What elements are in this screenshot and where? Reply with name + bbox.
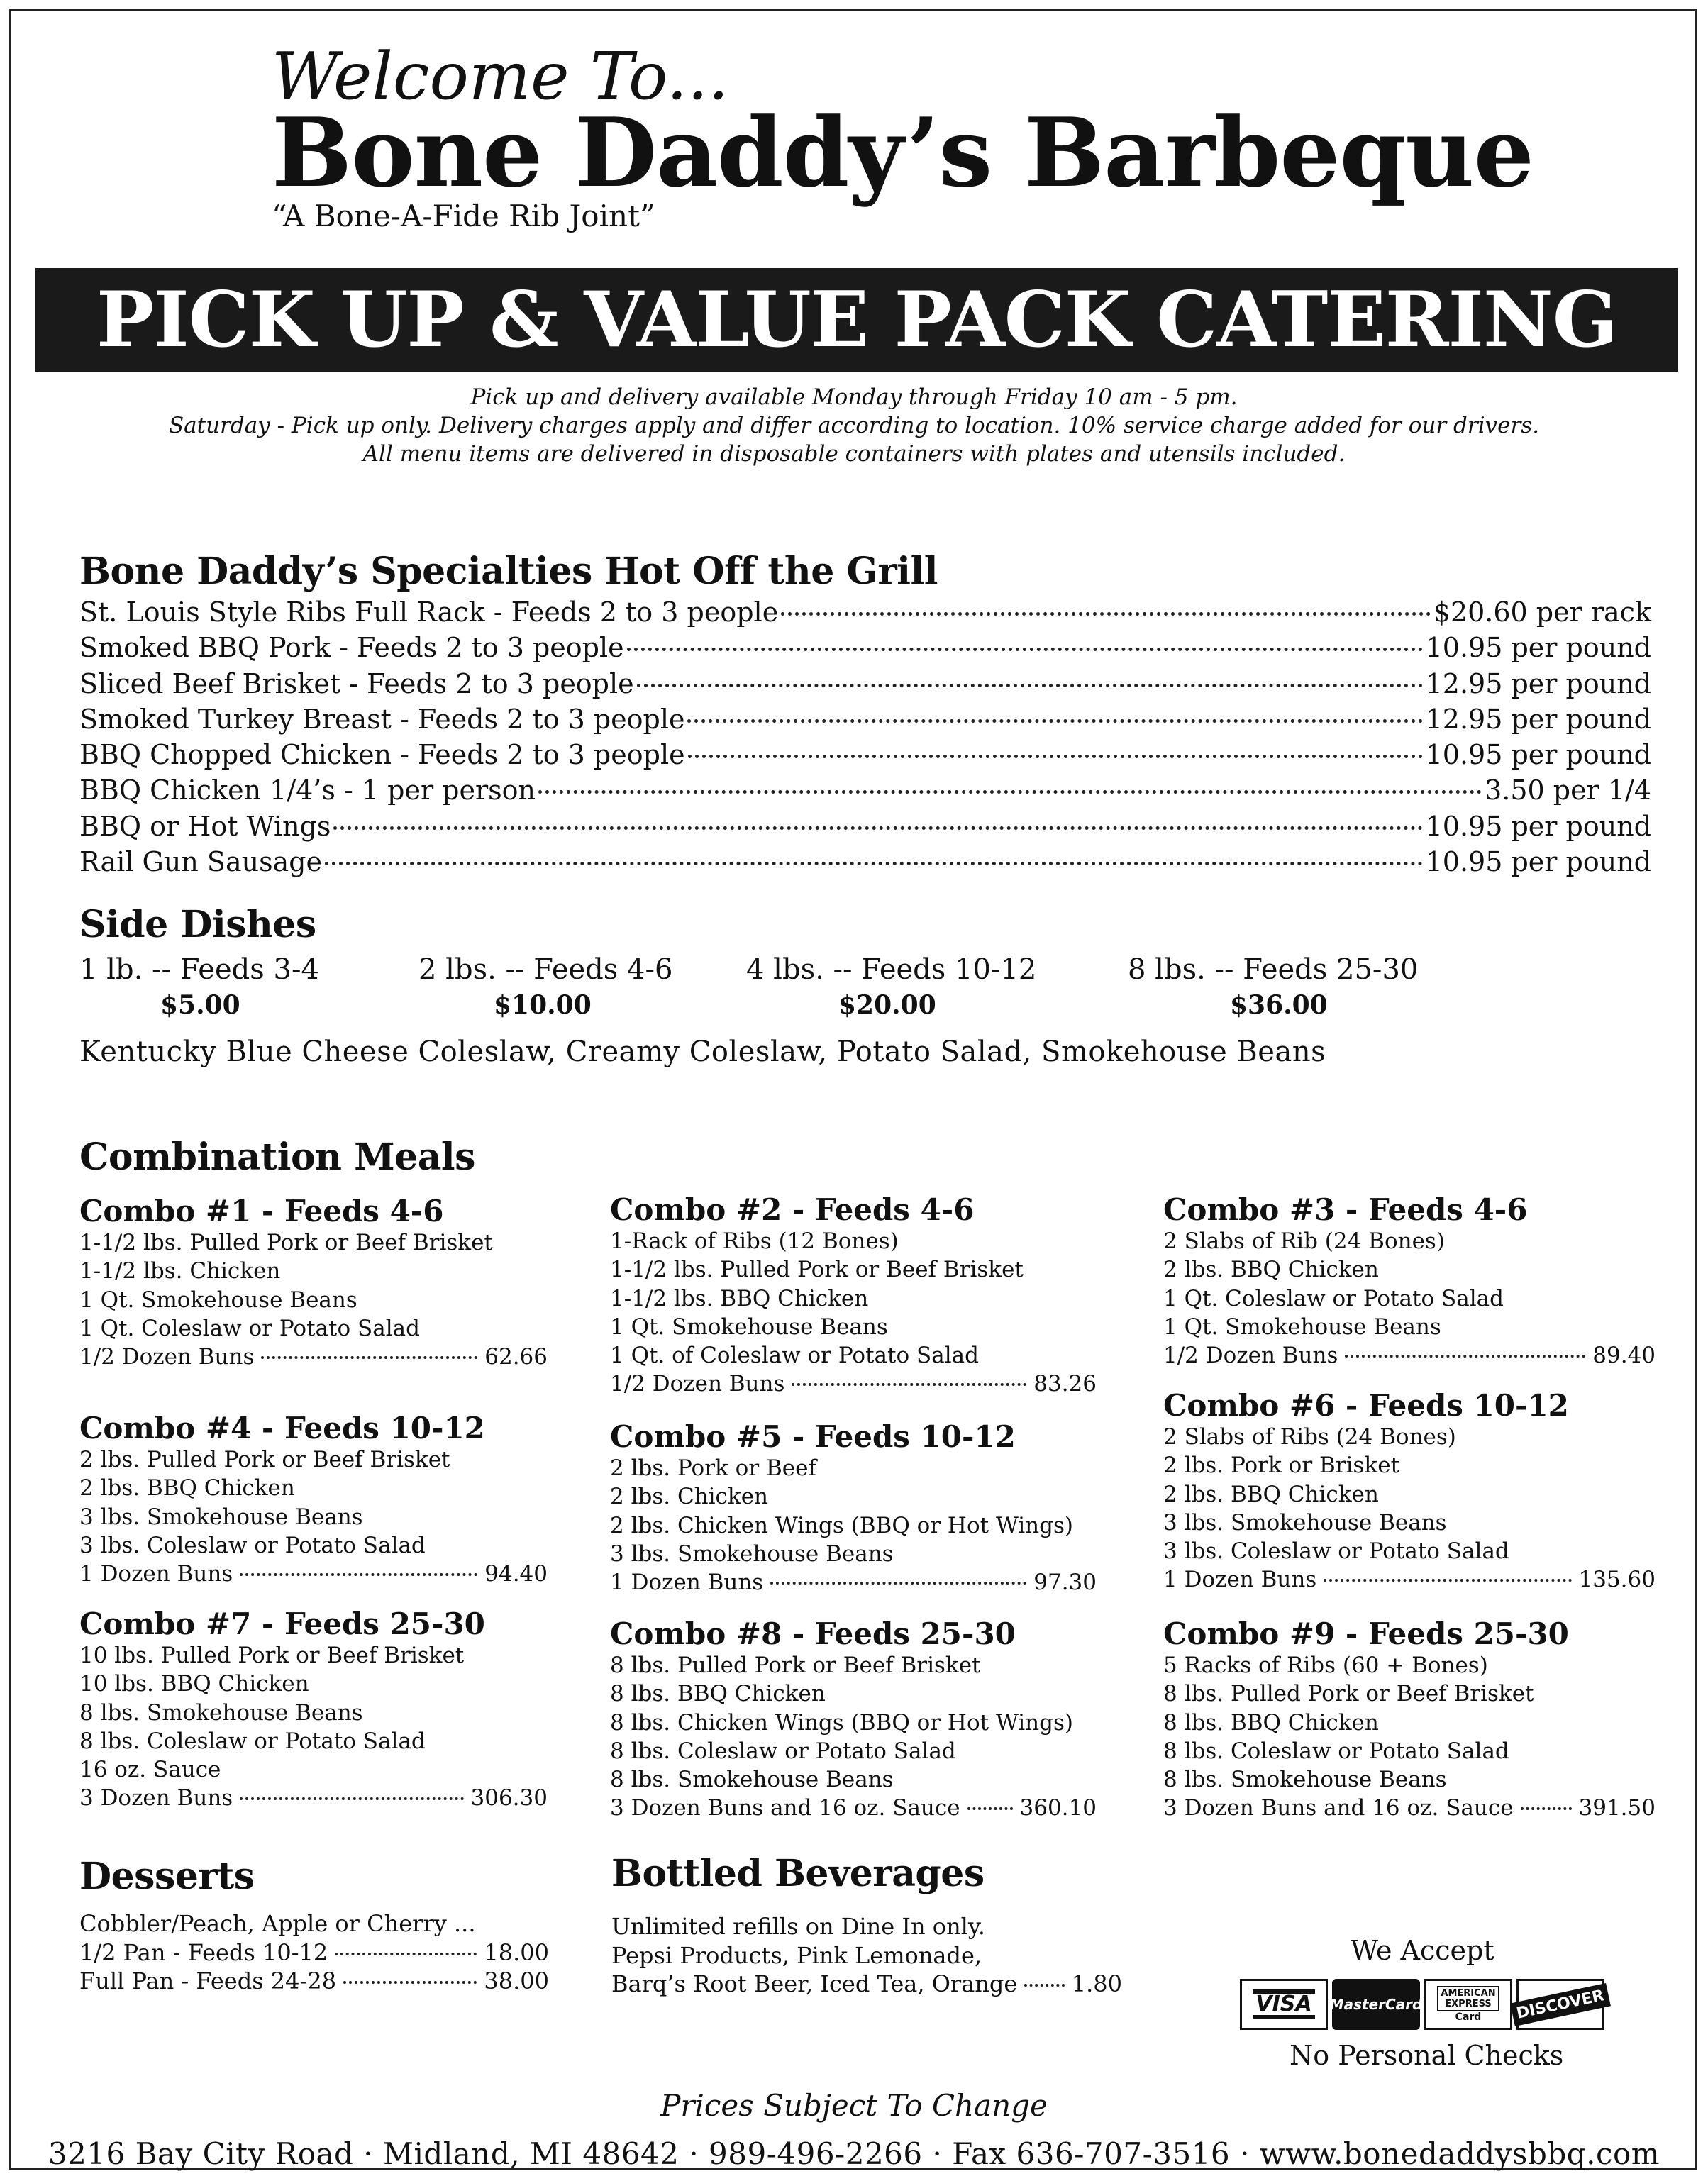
side-size-price: $5.00 — [160, 990, 240, 1020]
tagline: “A Bone-A-Fide Rib Joint” — [272, 199, 655, 233]
dot-leader — [792, 1383, 1026, 1386]
menu-item — [79, 630, 1651, 665]
combo-line: 2 lbs. BBQ Chicken — [1163, 1481, 1379, 1507]
menu-item — [79, 772, 1651, 808]
combo-line: 8 lbs. Pulled Pork or Beef Brisket — [610, 1653, 981, 1678]
combo-price: 391.50 — [1578, 1795, 1656, 1821]
amex-card-icon: AMERICAN EXPRESS Card — [1424, 1979, 1512, 2030]
payment-note: No Personal Checks — [1290, 2040, 1564, 2071]
combo-line: 2 lbs. BBQ Chicken — [1163, 1257, 1379, 1283]
combo-title: Combo #2 - Feeds 4-6 — [610, 1192, 975, 1227]
item-name: Smoked BBQ Pork - Feeds 2 to 3 people — [79, 632, 624, 664]
combo-line: 8 lbs. Pulled Pork or Beef Brisket — [1163, 1681, 1534, 1707]
dot-leader — [240, 1573, 477, 1576]
menu-item — [79, 594, 1651, 630]
item-price: 10.95 per pound — [1425, 632, 1651, 664]
combo-line: 16 oz. Sauce — [79, 1757, 221, 1783]
combo-price-row — [610, 1568, 1097, 1597]
combo-line: 2 lbs. Chicken — [610, 1484, 769, 1510]
dot-leader — [770, 1582, 1026, 1585]
combo-line: 3 lbs. Coleslaw or Potato Salad — [1163, 1538, 1509, 1565]
side-size-label: 8 lbs. -- Feeds 25-30 — [1128, 953, 1419, 986]
dot-leader — [1345, 1355, 1585, 1358]
combo-line: 1 Dozen Buns — [1163, 1567, 1317, 1593]
dot-leader — [781, 612, 1431, 616]
visa-card-icon: VISA — [1240, 1979, 1328, 2030]
menu-item — [79, 844, 1651, 879]
combo-price-row — [79, 1560, 548, 1588]
sides-heading: Side Dishes — [79, 903, 316, 946]
dessert-price: 38.00 — [484, 1968, 549, 1994]
dessert-item — [79, 1938, 549, 1968]
dot-leader — [637, 684, 1423, 687]
side-size-price: $10.00 — [494, 990, 592, 1020]
combo-line: 1-Rack of Ribs (12 Bones) — [610, 1228, 899, 1254]
restaurant-name: Bone Daddy’s Barbeque — [272, 96, 1534, 209]
combo-5 — [610, 1420, 1097, 1597]
item-name: BBQ or Hot Wings — [79, 810, 331, 842]
combo-price: 360.10 — [1019, 1795, 1097, 1821]
combo-price-row — [79, 1784, 548, 1812]
item-name: Sliced Beef Brisket - Feeds 2 to 3 people — [79, 667, 634, 699]
combo-line: 10 lbs. Pulled Pork or Beef Brisket — [79, 1643, 465, 1668]
dessert-intro: Cobbler/Peach, Apple or Cherry ... — [79, 1910, 476, 1937]
combo-price-row — [79, 1343, 548, 1371]
combo-line: 8 lbs. BBQ Chicken — [610, 1681, 826, 1707]
item-price: $20.60 per rack — [1433, 596, 1651, 628]
combo-line: 1/2 Dozen Buns — [610, 1371, 785, 1397]
combo-4 — [79, 1411, 548, 1588]
combo-line: 1-1/2 lbs. Chicken — [79, 1258, 281, 1284]
beverages-heading: Bottled Beverages — [611, 1852, 985, 1895]
combo-price: 97.30 — [1033, 1570, 1097, 1596]
item-price: 10.95 per pound — [1425, 810, 1651, 842]
beverage-price-row — [611, 1970, 1122, 1999]
combo-line: 8 lbs. Coleslaw or Potato Salad — [610, 1738, 956, 1764]
catering-banner: PICK UP & VALUE PACK CATERING — [35, 268, 1678, 372]
item-price: 12.95 per pound — [1425, 667, 1651, 699]
dot-leader — [1024, 1984, 1064, 1987]
combo-title: Combo #1 - Feeds 4-6 — [79, 1194, 444, 1228]
combo-9 — [1163, 1617, 1656, 1822]
dot-leader — [335, 1953, 477, 1955]
combo-line: 3 Dozen Buns and 16 oz. Sauce — [1163, 1795, 1514, 1821]
dessert-price: 18.00 — [484, 1938, 549, 1966]
beverage-line: Barq’s Root Beer, Iced Tea, Orange — [611, 1970, 1018, 1997]
combo-title: Combo #4 - Feeds 10-12 — [79, 1411, 485, 1445]
combo-title: Combo #6 - Feeds 10-12 — [1163, 1388, 1569, 1423]
combo-line: 1 Qt. Smokehouse Beans — [1163, 1314, 1441, 1340]
dot-leader — [325, 862, 1423, 865]
combo-line: 1 Dozen Buns — [610, 1570, 764, 1596]
combo-title: Combo #9 - Feeds 25-30 — [1163, 1616, 1569, 1651]
combo-line: 3 lbs. Smokehouse Beans — [79, 1504, 363, 1530]
combo-line: 2 lbs. Pork or Brisket — [1163, 1453, 1400, 1479]
item-name: BBQ Chicken 1/4’s - 1 per person — [79, 775, 536, 806]
combo-title: Combo #7 - Feeds 25-30 — [79, 1606, 485, 1641]
combo-price-row — [1163, 1794, 1656, 1822]
combo-price-row — [610, 1794, 1097, 1822]
combo-line: 1 Qt. Smokehouse Beans — [610, 1314, 888, 1340]
combo-line: 2 lbs. BBQ Chicken — [79, 1475, 295, 1502]
combo-line: 1 Dozen Buns — [79, 1561, 233, 1587]
desserts-heading: Desserts — [79, 1855, 255, 1898]
combos-heading: Combination Meals — [79, 1136, 475, 1179]
dot-leader — [1521, 1807, 1572, 1810]
welcome-text: Welcome To... — [272, 38, 729, 114]
dot-leader — [261, 1356, 477, 1359]
combo-3 — [1163, 1193, 1656, 1370]
combo-line: 1 Qt. Coleslaw or Potato Salad — [1163, 1285, 1504, 1311]
combo-1 — [79, 1194, 548, 1371]
discover-card-icon: DISCOVER — [1516, 1979, 1604, 2030]
side-size-price: $20.00 — [838, 990, 936, 1020]
combo-line: 8 lbs. BBQ Chicken — [1163, 1709, 1379, 1736]
combo-line: 2 Slabs of Ribs (24 Bones) — [1163, 1424, 1456, 1450]
item-name: Smoked Turkey Breast - Feeds 2 to 3 people — [79, 703, 685, 735]
combo-line: 1 Qt. Coleslaw or Potato Salad — [79, 1315, 420, 1341]
combo-line: 1 Qt. Smokehouse Beans — [79, 1287, 357, 1313]
combo-line: 3 Dozen Buns and 16 oz. Sauce — [610, 1795, 960, 1821]
menu-item — [79, 809, 1651, 844]
combo-line: 3 lbs. Smokehouse Beans — [1163, 1509, 1447, 1536]
dot-leader — [1324, 1579, 1571, 1582]
side-size-label: 4 lbs. -- Feeds 10-12 — [746, 953, 1037, 986]
beverage-price: 1.80 — [1071, 1970, 1122, 1997]
combo-line: 8 lbs. Smokehouse Beans — [1163, 1767, 1447, 1793]
service-note: Pick up and delivery available Monday through Friday 10 am - 5 pm. — [470, 384, 1238, 410]
combo-price-row — [1163, 1565, 1656, 1594]
item-name: BBQ Chopped Chicken - Feeds 2 to 3 people — [79, 739, 685, 771]
menu-item — [79, 701, 1651, 737]
dot-leader — [687, 719, 1422, 723]
combo-line: 1-1/2 lbs. Pulled Pork or Beef Brisket — [79, 1230, 493, 1255]
combo-6 — [1163, 1389, 1656, 1594]
desserts-list — [79, 1909, 549, 1996]
dessert-name: 1/2 Pan - Feeds 10-12 — [79, 1938, 328, 1966]
prices-note: Prices Subject To Change — [660, 2088, 1048, 2123]
combo-line: 3 Dozen Buns — [79, 1785, 233, 1811]
side-size-label: 1 lb. -- Feeds 3-4 — [79, 953, 319, 986]
combo-price: 62.66 — [484, 1344, 548, 1370]
combo-price: 89.40 — [1592, 1343, 1656, 1369]
combo-line: 8 lbs. Chicken Wings (BBQ or Hot Wings) — [610, 1709, 1073, 1736]
side-size-price: $36.00 — [1230, 990, 1328, 1020]
service-note: Saturday - Pick up only. Delivery charges apply and differ according to location. 10% service charge added for our drivers. — [168, 413, 1540, 438]
combo-line: 2 lbs. Pork or Beef — [610, 1455, 816, 1481]
menu-item — [79, 666, 1651, 701]
combo-line: 1/2 Dozen Buns — [79, 1344, 255, 1370]
dessert-name: Full Pan - Feeds 24-28 — [79, 1968, 337, 1994]
combo-7 — [79, 1607, 548, 1812]
contact-footer: 3216 Bay City Road · Midland, MI 48642 · 989-496-2266 · Fax 636-707-3516 · www.bonedaddysbbq.com — [48, 2136, 1660, 2171]
combo-title: Combo #3 - Feeds 4-6 — [1163, 1192, 1528, 1227]
dot-leader — [240, 1797, 463, 1800]
combo-line: 2 lbs. Chicken Wings (BBQ or Hot Wings) — [610, 1512, 1073, 1538]
combo-price: 94.40 — [484, 1561, 548, 1587]
item-price: 10.95 per pound — [1425, 846, 1651, 878]
beverage-line: Pepsi Products, Pink Lemonade, — [611, 1941, 982, 1969]
item-price: 3.50 per 1/4 — [1485, 775, 1651, 806]
combo-line: 3 lbs. Coleslaw or Potato Salad — [79, 1532, 426, 1558]
dot-leader — [333, 826, 1422, 830]
specialties-list — [79, 594, 1651, 879]
combo-line: 10 lbs. BBQ Chicken — [79, 1671, 309, 1697]
accepted-cards — [1240, 1979, 1607, 2030]
side-size-label: 2 lbs. -- Feeds 4-6 — [418, 953, 673, 986]
dot-leader — [688, 755, 1423, 758]
dot-leader — [343, 1981, 477, 1984]
mastercard-card-icon: MasterCard — [1332, 1979, 1420, 2030]
service-notes — [28, 383, 1680, 468]
payment-heading: We Accept — [1351, 1935, 1494, 1966]
specialties-heading: Bone Daddy’s Specialties Hot Off the Grill — [79, 550, 938, 593]
service-note: All menu items are delivered in disposable containers with plates and utensils included. — [362, 441, 1346, 467]
combo-line: 8 lbs. Smokehouse Beans — [79, 1699, 363, 1726]
combo-title: Combo #5 - Feeds 10-12 — [610, 1419, 1016, 1454]
combo-line: 1-1/2 lbs. BBQ Chicken — [610, 1285, 869, 1311]
combo-line: 1 Qt. of Coleslaw or Potato Salad — [610, 1343, 979, 1369]
combo-price: 83.26 — [1033, 1371, 1097, 1397]
dot-leader — [967, 1807, 1013, 1810]
combo-line: 5 Racks of Ribs (60 + Bones) — [1163, 1653, 1488, 1678]
combo-price: 306.30 — [470, 1785, 548, 1811]
item-name: St. Louis Style Ribs Full Rack - Feeds 2 to 3 people — [79, 596, 779, 628]
beverage-line: Unlimited refills on Dine In only. — [611, 1913, 985, 1940]
dot-leader — [627, 648, 1423, 651]
combo-price: 135.60 — [1578, 1567, 1656, 1593]
side-dish-list: Kentucky Blue Cheese Coleslaw, Creamy Coleslaw, Potato Salad, Smokehouse Beans — [79, 1036, 1326, 1068]
item-price: 12.95 per pound — [1425, 703, 1651, 735]
combo-line: 8 lbs. Coleslaw or Potato Salad — [1163, 1738, 1509, 1764]
combo-line: 8 lbs. Smokehouse Beans — [610, 1767, 894, 1793]
combo-line: 2 lbs. Pulled Pork or Beef Brisket — [79, 1447, 450, 1472]
combo-price-row — [610, 1370, 1097, 1398]
item-price: 10.95 per pound — [1425, 739, 1651, 771]
combo-line: 1/2 Dozen Buns — [1163, 1343, 1338, 1369]
item-name: Rail Gun Sausage — [79, 846, 323, 878]
combo-line: 8 lbs. Coleslaw or Potato Salad — [79, 1728, 426, 1754]
dot-leader — [538, 790, 1482, 794]
combo-line: 1-1/2 lbs. Pulled Pork or Beef Brisket — [610, 1257, 1024, 1283]
combo-8 — [610, 1617, 1097, 1822]
combo-2 — [610, 1193, 1097, 1398]
dessert-item — [79, 1967, 549, 1996]
combo-line: 2 Slabs of Rib (24 Bones) — [1163, 1228, 1445, 1254]
combo-price-row — [1163, 1341, 1656, 1370]
combo-title: Combo #8 - Feeds 25-30 — [610, 1616, 1016, 1651]
menu-item — [79, 737, 1651, 772]
combo-line: 3 lbs. Smokehouse Beans — [610, 1541, 894, 1567]
beverages-list — [611, 1912, 1122, 1999]
